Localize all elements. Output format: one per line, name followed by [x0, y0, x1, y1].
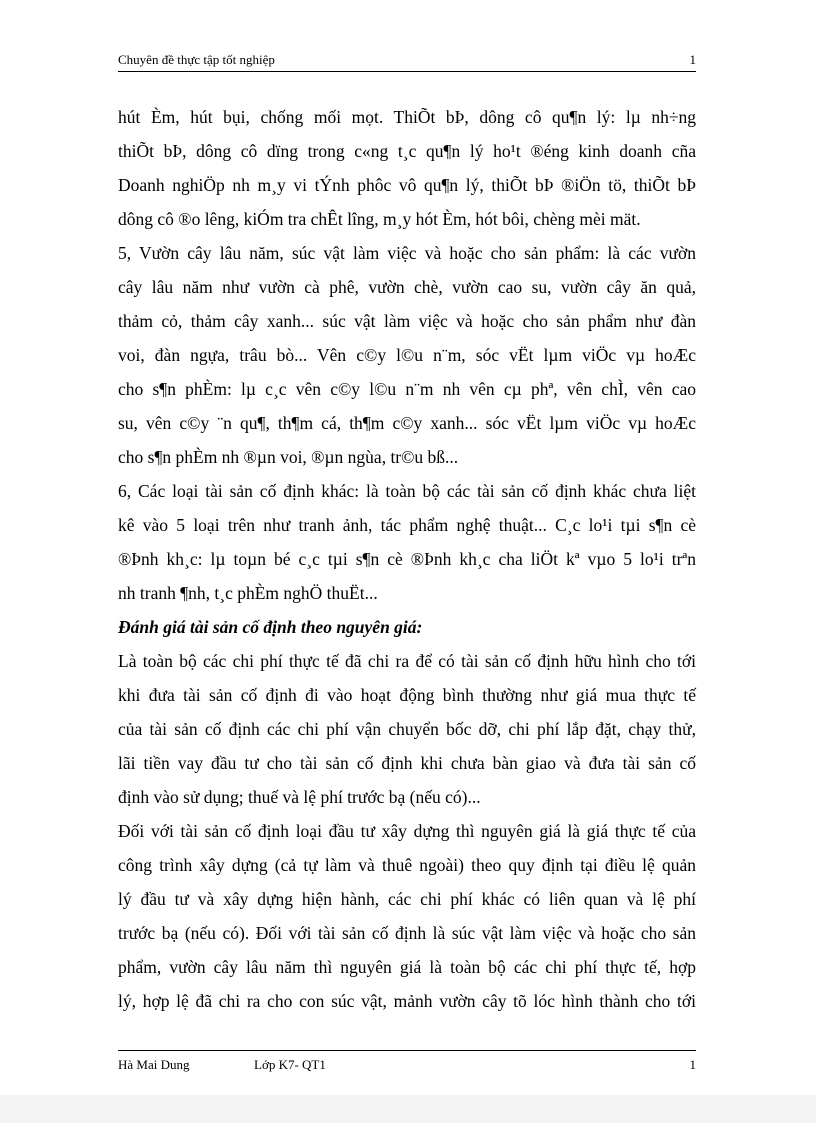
header-page-number: 1 [689, 52, 696, 67]
page-bottom-band [0, 1095, 816, 1123]
body-line: cây lâu năm như vườn cà phê, vườn chè, vườn cao su, vườn cây ăn quả, [118, 277, 696, 297]
body-line: lãi tiền vay đầu tư cho tài sản cố định khi chưa bàn giao và đưa tài sản cố [118, 753, 696, 773]
body-line: khi đưa tài sản cố định đi vào hoạt động bình thường như giá mua thực tế [118, 685, 696, 705]
footer-author: Hà Mai Dung [118, 1057, 190, 1072]
header-title: Chuyên đề thực tập tốt nghiệp [118, 52, 275, 67]
body-line: hút Èm, hút bụi, chống mối mọt. ThiÕt bÞ, dông cô qu¶n lý: lµ nh÷ng [118, 107, 696, 127]
footer-class: Lớp K7- QT1 [254, 1057, 326, 1072]
body-line: định vào sử dụng; thuế và lệ phí trước bạ (nếu có)... [118, 787, 481, 807]
body-line: Là toàn bộ các chi phí thực tế đã chi ra để có tài sản cố định hữu hình cho tới [118, 651, 696, 671]
body-line: phẩm, vườn cây lâu năm thì nguyên giá là toàn bộ các chi phí thực tế, hợp [118, 957, 696, 977]
header-rule [118, 71, 696, 72]
body-line: lý, hợp lệ đã chi ra cho con súc vật, mảnh vườn cây tõ lóc hình thành cho tới [118, 991, 696, 1011]
body-line: Đối với tài sản cố định loại đầu tư xây dựng thì nguyên giá là giá thực tế của [118, 821, 696, 841]
body-text [118, 100, 696, 1018]
body-line: 5, Vườn cây lâu năm, súc vật làm việc và hoặc cho sản phẩm: là các vườn [118, 243, 696, 263]
body-line: 6, Các loại tài sản cố định khác: là toàn bộ các tài sản cố định khác chưa liệt [118, 481, 696, 501]
footer-rule [118, 1050, 696, 1051]
footer-page-number: 1 [689, 1057, 696, 1072]
page-header [118, 52, 696, 68]
body-line: của tài sản cố định các chi phí vận chuyển bốc dỡ, chi phí lắp đặt, chạy thử, [118, 719, 696, 739]
body-line: thảm cỏ, thảm cây xanh... súc vật làm việc và hoặc cho sản phẩm như đàn [118, 311, 696, 331]
body-line: Doanh nghiÖp nh m¸y vi tÝnh phôc vô qu¶n lý, thiÕt bÞ ®iÖn tö, thiÕt bÞ [118, 175, 696, 195]
body-line: su, vên c©y ¨n qu¶, th¶m cá, th¶m c©y xanh... sóc vËt lµm viÖc vµ hoÆc [118, 413, 696, 433]
body-line: voi, đàn ngựa, trâu bò... Vên c©y l©u n¨m, sóc vËt lµm viÖc vµ hoÆc [118, 345, 696, 365]
body-line: ®Þnh kh¸c: lµ toµn bé c¸c tµi s¶n cè ®Þnh kh¸c cha liÖt kª vµo 5 lo¹i trªn [118, 549, 696, 569]
body-line: lý đầu tư và xây dựng hiện hành, các chi phí khác có liên quan và lệ phí [118, 889, 696, 909]
body-line: dông cô ®o lêng, kiÓm tra chÊt lîng, m¸y hót Èm, hót bôi, chèng mèi mät. [118, 209, 641, 229]
body-line: nh tranh ¶nh, t¸c phÈm nghÖ thuËt... [118, 583, 378, 603]
body-line: cho s¶n phÈm: lµ c¸c vên c©y l©u n¨m nh vên cµ phª, vên chÌ, vên cao [118, 379, 696, 399]
body-line: kê vào 5 loại trên như tranh ảnh, tác phẩm nghệ thuật... C¸c lo¹i tµi s¶n cè [118, 515, 696, 535]
body-line: cho s¶n phÈm nh ®µn voi, ®µn ngùa, tr©u bß... [118, 447, 459, 467]
section-heading: Đánh giá tài sản cố định theo nguyên giá: [118, 617, 423, 637]
body-line: thiÕt bÞ, dông cô dïng trong c«ng t¸c qu¶n lý ho¹t ®éng kinh doanh cña [118, 141, 696, 161]
body-line: công trình xây dựng (cả tự làm và thuê ngoài) theo quy định tại điều lệ quản [118, 855, 696, 875]
body-line: trước bạ (nếu có). Đối với tài sản cố định là súc vật làm việc và hoặc cho sản [118, 923, 696, 943]
